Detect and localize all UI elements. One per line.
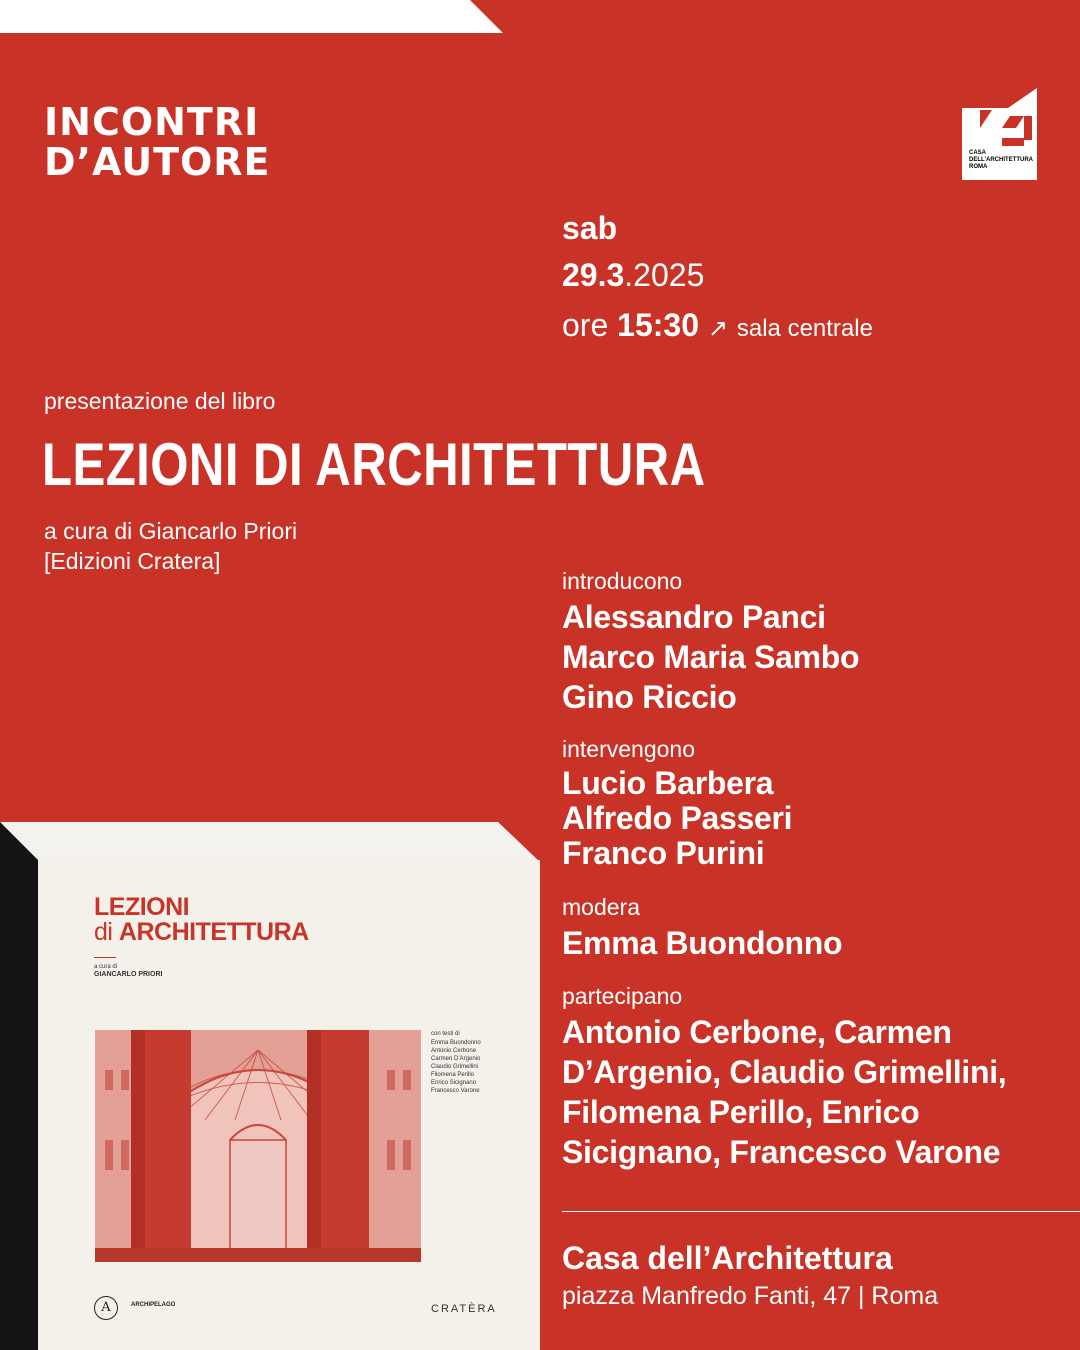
program-role-modera: modera — [562, 894, 640, 920]
cover-gallery-photo — [95, 1030, 421, 1262]
participants-line: Sicignano, Francesco Varone — [562, 1134, 1001, 1170]
event-date-day-month: 29.3 — [562, 257, 625, 293]
event-day: sab — [562, 210, 618, 246]
event-time — [562, 305, 873, 349]
speaker-name: Alfredo Passeri — [562, 800, 793, 836]
cover-authors: Emma Buondonno Antonio Cerbone Carmen D’Argenio Claudio Grimellini Filomena Perillo Enrico Sicignano Francesco Varone — [431, 1040, 481, 1094]
program-names-introducono — [562, 597, 859, 717]
book-top-edge — [0, 822, 540, 862]
participants-line: Filomena Perillo, Enrico — [562, 1094, 920, 1130]
cover-title-line1: LEZIONI — [94, 893, 190, 921]
participants-line: Antonio Cerbone, Carmen — [562, 1014, 952, 1050]
book-cover — [38, 860, 540, 1350]
organizer-logo-text: CASA DELL’ARCHITETTURA ROMA — [969, 150, 1033, 170]
program-role-introducono: introducono — [562, 568, 683, 594]
program-names-partecipano — [562, 1012, 1006, 1172]
book-mockup — [0, 822, 540, 1350]
time-value: 15:30 — [617, 307, 699, 343]
arrow-icon: ↗ — [707, 315, 728, 342]
cover-publisher-cratera: CRATÈRA — [431, 1303, 497, 1315]
moderator-name: Emma Buondonno — [562, 925, 843, 961]
program-names-intervengono — [562, 766, 792, 871]
venue-divider — [562, 1211, 1080, 1212]
event-date — [562, 255, 704, 295]
speaker-name: Marco Maria Sambo — [562, 639, 860, 675]
program-names-modera — [562, 923, 842, 963]
book-publisher: [Edizioni Cratera] — [44, 548, 221, 574]
speaker-name: Gino Riccio — [562, 679, 737, 715]
archipelago-seal-icon: A — [94, 1296, 118, 1320]
event-date-year: .2025 — [624, 257, 705, 293]
speaker-name: Franco Purini — [562, 835, 765, 871]
cover-rule — [94, 957, 116, 958]
cover-publisher-archipelago: ARCHIPELAGO — [131, 1302, 176, 1308]
venue-name: Casa dell’Architettura — [562, 1240, 893, 1276]
event-room: sala centrale — [736, 315, 873, 342]
cover-editor-name: GIANCARLO PRIORI — [94, 971, 163, 978]
book-spine — [0, 822, 38, 1350]
participants-line: D’Argenio, Claudio Grimellini, — [562, 1054, 1007, 1090]
cover-editor-label: a cura di — [94, 964, 118, 970]
cover-title-di: di — [94, 918, 119, 946]
speaker-name: Lucio Barbera — [562, 765, 774, 801]
top-corner-tab — [0, 0, 503, 33]
program-role-intervengono: intervengono — [562, 736, 695, 762]
cover-texts-label: con testi di — [431, 1031, 460, 1037]
cover-title-line2 — [94, 919, 309, 945]
presentation-label: presentazione del libro — [44, 388, 276, 414]
book-title: LEZIONI DI ARCHITETTURA — [42, 431, 706, 498]
program-role-partecipano: partecipano — [562, 983, 683, 1009]
series-title: INCONTRI D’AUTORE — [44, 100, 271, 184]
speaker-name: Alessandro Panci — [562, 599, 826, 635]
cover-title-architettura: ARCHITETTURA — [118, 918, 309, 946]
venue-address: piazza Manfredo Fanti, 47 | Roma — [562, 1282, 939, 1310]
time-prefix: ore — [562, 307, 618, 343]
book-editor: a cura di Giancarlo Priori — [44, 518, 298, 544]
